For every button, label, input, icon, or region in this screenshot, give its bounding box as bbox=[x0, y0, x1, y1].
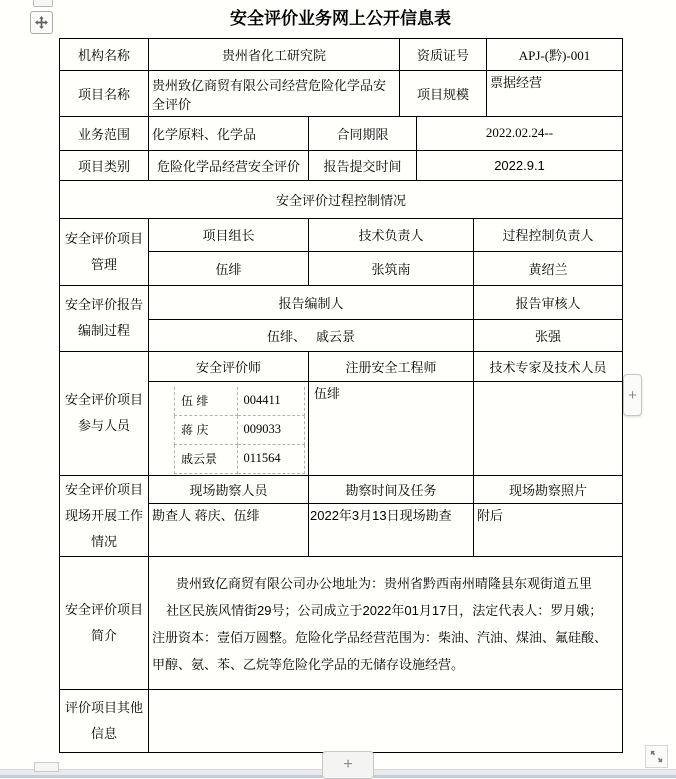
project-scale-value: 票据经营 bbox=[490, 75, 543, 90]
site-work-row-label: 安全评价项目现场开展工作情况 bbox=[64, 481, 143, 549]
project-leader-value-cell[interactable] bbox=[149, 251, 309, 285]
cert-no-value-cell[interactable] bbox=[487, 39, 623, 71]
project-name-label-cell[interactable] bbox=[60, 71, 149, 117]
assessor-no-cell[interactable] bbox=[237, 415, 304, 444]
reviewer-header-cell[interactable] bbox=[474, 285, 623, 319]
participants-row-label: 安全评价项目参与人员 bbox=[64, 392, 143, 433]
surveyors-header-cell[interactable] bbox=[149, 475, 309, 503]
process-section-band bbox=[59, 181, 623, 220]
page-title[interactable]: 安全评价业务网上公开信息表 bbox=[230, 9, 451, 28]
assessor-row bbox=[175, 387, 305, 416]
process-control-value: 黄绍兰 bbox=[528, 261, 568, 277]
project-name-label: 项目名称 bbox=[77, 87, 130, 102]
registered-engineer-header-cell[interactable] bbox=[309, 351, 474, 381]
process-control-header: 过程控制负责人 bbox=[502, 228, 594, 244]
contract-period-value: 2022.02.24-- bbox=[485, 125, 554, 141]
survey-photos-header-cell[interactable] bbox=[474, 475, 623, 503]
org-name-value: 贵州省化工研究院 bbox=[221, 48, 326, 63]
report-row-label: 安全评价报告编制过程 bbox=[64, 297, 143, 338]
report-submit-value: 2022.9.1 bbox=[494, 157, 545, 173]
cert-no-label: 资质证号 bbox=[416, 48, 469, 63]
tech-director-value: 张筑南 bbox=[371, 261, 411, 277]
summary-band bbox=[59, 557, 623, 754]
surveyors-value: 勘查人 蒋庆、伍绯 bbox=[152, 507, 260, 523]
org-name-label: 机构名称 bbox=[77, 48, 130, 63]
project-category-label-cell[interactable] bbox=[60, 150, 149, 180]
assessor-no: 011564 bbox=[243, 451, 281, 465]
contract-period-value-cell[interactable] bbox=[417, 117, 623, 150]
project-name-value: 贵州致亿商贸有限公司经营危险化学品安全评价 bbox=[152, 77, 387, 112]
survey-time-header: 勘察时间及任务 bbox=[345, 482, 437, 498]
project-category-label: 项目类别 bbox=[77, 158, 130, 174]
public-info-table bbox=[59, 38, 624, 753]
project-category-value-cell[interactable] bbox=[149, 150, 309, 180]
scrollbar-left-tab[interactable] bbox=[34, 762, 59, 772]
survey-time-header-cell[interactable] bbox=[309, 475, 474, 503]
assessor-name: 蒋 庆 bbox=[181, 423, 209, 437]
compiler-header: 报告编制人 bbox=[278, 295, 344, 311]
other-info-label: 评价项目其他信息 bbox=[64, 700, 143, 741]
intro-row-label-cell[interactable] bbox=[60, 557, 149, 690]
diagonal-resize-icon bbox=[649, 749, 664, 764]
project-scale-label-cell[interactable] bbox=[400, 71, 487, 117]
project-leader-header: 项目组长 bbox=[202, 228, 255, 244]
surveyors-header: 现场勘察人员 bbox=[189, 482, 268, 498]
assessor-header: 安全评价师 bbox=[195, 359, 261, 375]
project-leader-header-cell[interactable] bbox=[149, 219, 309, 251]
intro-line: 贵州致亿商贸有限公司办公地址为：贵州省黔西南州晴隆县东观街道五里 bbox=[176, 575, 593, 591]
assessor-no-cell[interactable] bbox=[237, 444, 304, 473]
report-row-label-cell[interactable] bbox=[60, 285, 149, 351]
org-name-value-cell[interactable] bbox=[149, 39, 400, 71]
contract-period-label: 合同期限 bbox=[336, 126, 389, 142]
site-work-row-label-cell[interactable] bbox=[60, 475, 149, 556]
assessor-list-cell[interactable] bbox=[149, 381, 309, 475]
project-scale-label: 项目规模 bbox=[416, 87, 469, 102]
plus-icon: + bbox=[343, 756, 353, 773]
assessor-name: 戚云景 bbox=[181, 452, 218, 466]
project-category-value: 危险化学品经营安全评价 bbox=[156, 158, 300, 174]
registered-engineer-value: 伍绯 bbox=[314, 385, 341, 401]
project-leader-value: 伍绯 bbox=[215, 261, 242, 277]
tech-director-header-cell[interactable] bbox=[309, 219, 474, 251]
tech-director-value-cell[interactable] bbox=[309, 251, 474, 285]
assessor-row bbox=[175, 415, 305, 444]
contract-period-label-cell[interactable] bbox=[309, 117, 417, 150]
compiler-value-cell[interactable] bbox=[149, 319, 474, 351]
other-info-label-cell[interactable] bbox=[60, 690, 149, 753]
intro-row-label: 安全评价项目简介 bbox=[64, 601, 143, 643]
org-name-label-cell[interactable] bbox=[60, 39, 149, 71]
survey-time-value: 2022年3月13日现场勘查 bbox=[310, 507, 452, 523]
assessor-name-cell[interactable] bbox=[175, 415, 238, 444]
registered-engineer-value-cell[interactable] bbox=[309, 381, 474, 475]
assessor-no: 004411 bbox=[243, 393, 281, 407]
process-section-title-cell[interactable] bbox=[60, 181, 623, 219]
add-row-button[interactable] bbox=[322, 751, 374, 779]
project-scale-value-cell[interactable] bbox=[487, 71, 623, 117]
table-move-handle[interactable] bbox=[30, 11, 53, 34]
biz-scope-label-cell[interactable] bbox=[60, 117, 149, 150]
management-row-label-cell[interactable] bbox=[60, 219, 149, 285]
registered-engineer-header: 注册安全工程师 bbox=[345, 359, 437, 375]
intro-text-cell[interactable] bbox=[149, 557, 623, 690]
management-row-label: 安全评价项目管理 bbox=[64, 230, 143, 272]
assessor-no-cell[interactable] bbox=[237, 387, 304, 416]
process-control-value-cell[interactable] bbox=[474, 251, 623, 285]
cert-no-value: APJ-(黔)-001 bbox=[518, 48, 591, 63]
assessor-header-cell[interactable] bbox=[149, 351, 309, 381]
assessor-subtable bbox=[174, 387, 305, 474]
assessor-row bbox=[175, 444, 305, 473]
survey-photos-value-cell[interactable] bbox=[474, 503, 623, 556]
biz-scope-label: 业务范围 bbox=[77, 126, 130, 142]
report-submit-label: 报告提交时间 bbox=[323, 158, 402, 174]
intro-line: 社区民族风情街29号；公司成立于2022年01月17日，法定代表人：罗月娥； bbox=[166, 602, 603, 618]
intro-line: 甲醇、氨、苯、乙烷等危险化学品的无储存设施经营。 bbox=[152, 656, 465, 672]
table-resize-handle[interactable] bbox=[645, 745, 668, 768]
surveyors-value-cell[interactable] bbox=[149, 503, 309, 556]
survey-time-value-cell[interactable] bbox=[309, 503, 474, 556]
cert-no-label-cell[interactable] bbox=[400, 39, 487, 71]
process-control-header-cell[interactable] bbox=[474, 219, 623, 251]
assessor-name-cell[interactable] bbox=[175, 444, 238, 473]
compiler-header-cell[interactable] bbox=[149, 285, 474, 319]
tech-experts-header: 技术专家及技术人员 bbox=[489, 359, 607, 375]
report-submit-label-cell[interactable] bbox=[309, 150, 417, 180]
biz-scope-value-cell[interactable] bbox=[149, 117, 309, 150]
reviewer-header: 报告审核人 bbox=[515, 295, 581, 311]
tech-director-header: 技术负责人 bbox=[358, 228, 424, 244]
compiler-value: 伍绯、 戚云景 bbox=[266, 328, 356, 344]
assessor-name-cell[interactable] bbox=[175, 387, 238, 416]
other-info-value-cell[interactable] bbox=[149, 690, 623, 753]
basic-info-band-1 bbox=[59, 38, 623, 117]
plus-icon: + bbox=[628, 386, 637, 404]
process-control-band bbox=[59, 219, 623, 557]
survey-photos-value: 附后 bbox=[477, 507, 504, 523]
survey-photos-header: 现场勘察照片 bbox=[508, 482, 587, 498]
basic-info-band-2 bbox=[59, 117, 623, 181]
reviewer-value-cell[interactable] bbox=[474, 319, 623, 351]
process-section-title: 安全评价过程控制情况 bbox=[275, 192, 406, 208]
move-cross-icon bbox=[35, 16, 48, 29]
tech-experts-value-cell[interactable] bbox=[474, 381, 623, 475]
participants-row-label-cell[interactable] bbox=[60, 351, 149, 475]
add-column-button[interactable] bbox=[623, 374, 642, 416]
tech-experts-header-cell[interactable] bbox=[474, 351, 623, 381]
assessor-no: 009033 bbox=[243, 422, 282, 436]
reviewer-value: 张强 bbox=[534, 328, 561, 344]
project-name-value-cell[interactable] bbox=[149, 71, 400, 117]
clipped-toolbar-button[interactable] bbox=[33, 0, 53, 7]
assessor-name: 伍 绯 bbox=[181, 394, 209, 408]
biz-scope-value: 化学原料、化学品 bbox=[152, 126, 257, 142]
intro-line: 注册资本：壹佰万圆整。危险化学品经营范围为：柴油、汽油、煤油、氟硅酸、 bbox=[152, 629, 608, 645]
report-submit-value-cell[interactable] bbox=[417, 150, 623, 180]
